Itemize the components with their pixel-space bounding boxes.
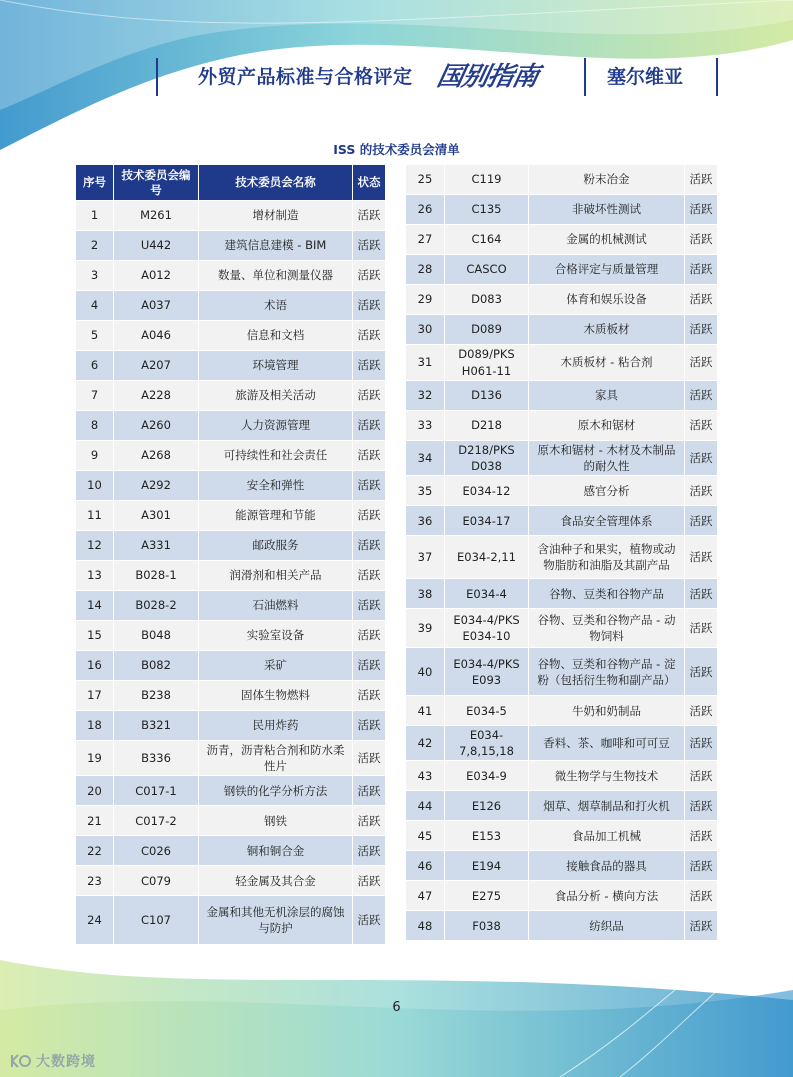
table-row xyxy=(76,681,385,710)
table-row xyxy=(406,476,717,505)
committee-name: 合格评定与质量管理 xyxy=(529,255,684,284)
committee-code: B048 xyxy=(114,621,198,650)
committee-status: 活跃 xyxy=(685,761,717,790)
committee-status: 活跃 xyxy=(353,381,385,410)
committee-status: 活跃 xyxy=(353,231,385,260)
committee-status: 活跃 xyxy=(353,866,385,895)
committee-name: 非破坏性测试 xyxy=(529,195,684,224)
table-row xyxy=(406,381,717,410)
committee-status: 活跃 xyxy=(685,315,717,344)
committee-code: B336 xyxy=(114,741,198,775)
committee-code: E034-4/PKS E034-10 xyxy=(445,609,528,647)
committee-status: 活跃 xyxy=(685,411,717,440)
row-index: 23 xyxy=(76,866,113,895)
watermark-text: 大数跨境 xyxy=(36,1054,96,1070)
table-row xyxy=(76,561,385,590)
committee-code: B028-2 xyxy=(114,591,198,620)
committee-code: CASCO xyxy=(445,255,528,284)
row-index: 6 xyxy=(76,351,113,380)
committee-name: 纺织品 xyxy=(529,911,684,940)
committee-status: 活跃 xyxy=(685,506,717,535)
row-index: 35 xyxy=(406,476,444,505)
committee-code: A268 xyxy=(114,441,198,470)
committee-code: A207 xyxy=(114,351,198,380)
row-index: 19 xyxy=(76,741,113,775)
committee-status: 活跃 xyxy=(685,165,717,194)
committee-code: E034-5 xyxy=(445,696,528,725)
committee-status: 活跃 xyxy=(353,531,385,560)
committee-code: E034-7,8,15,18 xyxy=(445,726,528,760)
row-index: 37 xyxy=(406,536,444,578)
table-row xyxy=(76,201,385,230)
table-row xyxy=(76,836,385,865)
table-row xyxy=(406,315,717,344)
committee-status: 活跃 xyxy=(353,806,385,835)
row-index: 29 xyxy=(406,285,444,314)
committee-name: 牛奶和奶制品 xyxy=(529,696,684,725)
committee-name: 邮政服务 xyxy=(199,531,352,560)
committee-code: A012 xyxy=(114,261,198,290)
table-row xyxy=(406,579,717,608)
committee-status: 活跃 xyxy=(685,225,717,254)
committee-name: 感官分析 xyxy=(529,476,684,505)
committee-code: C164 xyxy=(445,225,528,254)
committee-name: 接触食品的器具 xyxy=(529,851,684,880)
committee-status: 活跃 xyxy=(685,881,717,910)
committee-code: F038 xyxy=(445,911,528,940)
guide-title: 外贸产品标准与合格评定 xyxy=(198,66,413,88)
table-row xyxy=(406,851,717,880)
committee-status: 活跃 xyxy=(353,651,385,680)
committee-status: 活跃 xyxy=(353,351,385,380)
committee-code: M261 xyxy=(114,201,198,230)
committee-name: 家具 xyxy=(529,381,684,410)
table-row xyxy=(76,651,385,680)
table-row xyxy=(406,821,717,850)
table-row xyxy=(406,345,717,380)
committee-code: A037 xyxy=(114,291,198,320)
row-index: 15 xyxy=(76,621,113,650)
table-row xyxy=(406,411,717,440)
table-row xyxy=(406,165,717,194)
committee-status: 活跃 xyxy=(685,536,717,578)
committee-name: 实验室设备 xyxy=(199,621,352,650)
committee-name: 数量、单位和测量仪器 xyxy=(199,261,352,290)
committee-status: 活跃 xyxy=(685,791,717,820)
row-index: 33 xyxy=(406,411,444,440)
row-index: 27 xyxy=(406,225,444,254)
list-title: ISS 的技术委员会清单 xyxy=(333,142,460,157)
row-index: 43 xyxy=(406,761,444,790)
committee-status: 活跃 xyxy=(353,201,385,230)
committee-code: E034-4 xyxy=(445,579,528,608)
row-index: 16 xyxy=(76,651,113,680)
table-row xyxy=(76,806,385,835)
table-row xyxy=(76,591,385,620)
committee-status: 活跃 xyxy=(685,821,717,850)
row-index: 26 xyxy=(406,195,444,224)
row-index: 45 xyxy=(406,821,444,850)
committee-code: A301 xyxy=(114,501,198,530)
committee-status: 活跃 xyxy=(685,255,717,284)
committee-name: 能源管理和节能 xyxy=(199,501,352,530)
committee-status: 活跃 xyxy=(353,471,385,500)
committee-code: B082 xyxy=(114,651,198,680)
committee-code: D218 xyxy=(445,411,528,440)
committee-name: 安全和弹性 xyxy=(199,471,352,500)
table-row xyxy=(406,506,717,535)
committee-name: 木质板材 - 粘合剂 xyxy=(529,345,684,380)
committee-name: 烟草、烟草制品和打火机 xyxy=(529,791,684,820)
row-index: 10 xyxy=(76,471,113,500)
committee-name: 原木和锯材 xyxy=(529,411,684,440)
committee-status: 活跃 xyxy=(685,648,717,695)
committee-status: 活跃 xyxy=(685,381,717,410)
table-row xyxy=(76,231,385,260)
committee-code: A331 xyxy=(114,531,198,560)
committee-name: 沥青，沥青粘合剂和防水柔性片 xyxy=(199,741,352,775)
row-index: 17 xyxy=(76,681,113,710)
committee-code: C017-2 xyxy=(114,806,198,835)
committee-code: C079 xyxy=(114,866,198,895)
committee-status: 活跃 xyxy=(353,261,385,290)
table-row xyxy=(406,791,717,820)
table-row xyxy=(76,261,385,290)
committee-name: 轻金属及其合金 xyxy=(199,866,352,895)
committee-status: 活跃 xyxy=(353,561,385,590)
committee-code: A260 xyxy=(114,411,198,440)
committee-status: 活跃 xyxy=(353,896,385,944)
committee-name: 建筑信息建模 - BIM xyxy=(199,231,352,260)
row-index: 24 xyxy=(76,896,113,944)
committee-name: 谷物、豆类和谷物产品 xyxy=(529,579,684,608)
table-row xyxy=(406,648,717,695)
committee-code: U442 xyxy=(114,231,198,260)
committee-name: 采矿 xyxy=(199,651,352,680)
committee-status: 活跃 xyxy=(353,441,385,470)
row-index: 42 xyxy=(406,726,444,760)
committee-status: 活跃 xyxy=(685,345,717,380)
row-index: 38 xyxy=(406,579,444,608)
row-index: 20 xyxy=(76,776,113,805)
committee-code: D083 xyxy=(445,285,528,314)
table-row xyxy=(406,255,717,284)
row-index: 18 xyxy=(76,711,113,740)
committee-status: 活跃 xyxy=(685,579,717,608)
committee-status: 活跃 xyxy=(685,195,717,224)
committee-code: C135 xyxy=(445,195,528,224)
header-divider xyxy=(584,58,586,96)
table-row xyxy=(406,285,717,314)
committee-code: E153 xyxy=(445,821,528,850)
committee-status: 活跃 xyxy=(353,711,385,740)
committee-status: 活跃 xyxy=(353,776,385,805)
row-index: 28 xyxy=(406,255,444,284)
header-divider xyxy=(716,58,718,96)
committee-status: 活跃 xyxy=(353,681,385,710)
committee-status: 活跃 xyxy=(685,285,717,314)
committee-name: 粉末冶金 xyxy=(529,165,684,194)
table-row xyxy=(76,471,385,500)
row-index: 13 xyxy=(76,561,113,590)
header-code: 技术委员会编号 xyxy=(114,165,198,200)
row-index: 46 xyxy=(406,851,444,880)
committee-status: 活跃 xyxy=(353,591,385,620)
committee-name: 金属和其他无机涂层的腐蚀与防护 xyxy=(199,896,352,944)
table-row xyxy=(76,741,385,775)
row-index: 21 xyxy=(76,806,113,835)
committee-status: 活跃 xyxy=(353,411,385,440)
committee-name: 金属的机械测试 xyxy=(529,225,684,254)
committee-name: 木质板材 xyxy=(529,315,684,344)
row-index: 36 xyxy=(406,506,444,535)
committee-table-right xyxy=(405,164,718,941)
committee-name: 环境管理 xyxy=(199,351,352,380)
table-row xyxy=(406,696,717,725)
table-row xyxy=(76,291,385,320)
table-row xyxy=(406,225,717,254)
committee-code: D089/PKS H061-11 xyxy=(445,345,528,380)
table-row xyxy=(406,441,717,475)
committee-status: 活跃 xyxy=(685,476,717,505)
table-row xyxy=(406,536,717,578)
table-row xyxy=(76,441,385,470)
committee-code: C017-1 xyxy=(114,776,198,805)
committee-status: 活跃 xyxy=(685,911,717,940)
committee-status: 活跃 xyxy=(353,741,385,775)
row-index: 8 xyxy=(76,411,113,440)
committee-status: 活跃 xyxy=(353,321,385,350)
row-index: 31 xyxy=(406,345,444,380)
header-status: 状态 xyxy=(353,165,385,200)
committee-table-left xyxy=(75,164,386,945)
committee-status: 活跃 xyxy=(353,621,385,650)
committee-name: 香料、茶、咖啡和可可豆 xyxy=(529,726,684,760)
table-row xyxy=(76,531,385,560)
table-row xyxy=(76,351,385,380)
committee-code: A292 xyxy=(114,471,198,500)
committee-code: E034-4/PKS E093 xyxy=(445,648,528,695)
table-row xyxy=(76,711,385,740)
committee-name: 可持续性和社会责任 xyxy=(199,441,352,470)
row-index: 1 xyxy=(76,201,113,230)
committee-name: 含油种子和果实，植物或动物脂肪和油脂及其副产品 xyxy=(529,536,684,578)
row-index: 25 xyxy=(406,165,444,194)
committee-code: B028-1 xyxy=(114,561,198,590)
committee-name: 增材制造 xyxy=(199,201,352,230)
row-index: 5 xyxy=(76,321,113,350)
row-index: 41 xyxy=(406,696,444,725)
row-index: 40 xyxy=(406,648,444,695)
watermark xyxy=(10,1050,96,1072)
row-index: 34 xyxy=(406,441,444,475)
committee-code: E126 xyxy=(445,791,528,820)
committee-code: C107 xyxy=(114,896,198,944)
committee-code: A228 xyxy=(114,381,198,410)
table-row xyxy=(406,761,717,790)
table-row xyxy=(76,776,385,805)
committee-status: 活跃 xyxy=(685,726,717,760)
table-row xyxy=(76,321,385,350)
committee-code: D218/PKS D038 xyxy=(445,441,528,475)
table-row xyxy=(76,896,385,944)
committee-code: A046 xyxy=(114,321,198,350)
committee-name: 信息和文档 xyxy=(199,321,352,350)
committee-name: 微生物学与生物技术 xyxy=(529,761,684,790)
table-row xyxy=(406,195,717,224)
row-index: 22 xyxy=(76,836,113,865)
committee-code: D136 xyxy=(445,381,528,410)
committee-status: 活跃 xyxy=(353,836,385,865)
committee-name: 食品加工机械 xyxy=(529,821,684,850)
document-header xyxy=(0,58,793,98)
row-index: 2 xyxy=(76,231,113,260)
committee-name: 谷物、豆类和谷物产品 - 动物饲料 xyxy=(529,609,684,647)
committee-name: 固体生物燃料 xyxy=(199,681,352,710)
committee-name: 民用炸药 xyxy=(199,711,352,740)
row-index: 11 xyxy=(76,501,113,530)
committee-code: E034-9 xyxy=(445,761,528,790)
committee-name: 旅游及相关活动 xyxy=(199,381,352,410)
committee-status: 活跃 xyxy=(685,851,717,880)
committee-code: E194 xyxy=(445,851,528,880)
committee-code: B238 xyxy=(114,681,198,710)
committee-code: E034-17 xyxy=(445,506,528,535)
row-index: 32 xyxy=(406,381,444,410)
committee-code: D089 xyxy=(445,315,528,344)
row-index: 48 xyxy=(406,911,444,940)
table-row xyxy=(406,911,717,940)
committee-name: 原木和锯材 - 木材及木制品的耐久性 xyxy=(529,441,684,475)
committee-code: E275 xyxy=(445,881,528,910)
committee-code: C026 xyxy=(114,836,198,865)
committee-code: C119 xyxy=(445,165,528,194)
table-row xyxy=(406,726,717,760)
committee-status: 活跃 xyxy=(353,291,385,320)
table-row xyxy=(76,501,385,530)
table-row xyxy=(406,609,717,647)
committee-name: 钢铁 xyxy=(199,806,352,835)
committee-name: 铜和铜合金 xyxy=(199,836,352,865)
table-row xyxy=(76,866,385,895)
committee-status: 活跃 xyxy=(685,609,717,647)
committee-name: 钢铁的化学分析方法 xyxy=(199,776,352,805)
committee-name: 体育和娱乐设备 xyxy=(529,285,684,314)
committee-name: 人力资源管理 xyxy=(199,411,352,440)
committee-status: 活跃 xyxy=(685,696,717,725)
row-index: 4 xyxy=(76,291,113,320)
watermark-logo-icon xyxy=(10,1052,32,1070)
committee-code: E034-12 xyxy=(445,476,528,505)
guide-title-script: 国别指南 xyxy=(434,62,541,92)
header-index: 序号 xyxy=(76,165,113,200)
page-number: 6 xyxy=(392,1000,401,1015)
committee-status: 活跃 xyxy=(353,501,385,530)
committee-name: 石油燃料 xyxy=(199,591,352,620)
committee-name: 谷物、豆类和谷物产品 - 淀粉（包括衍生物和副产品） xyxy=(529,648,684,695)
row-index: 44 xyxy=(406,791,444,820)
table-row xyxy=(76,411,385,440)
row-index: 30 xyxy=(406,315,444,344)
committee-code: B321 xyxy=(114,711,198,740)
committee-name: 润滑剂和相关产品 xyxy=(199,561,352,590)
table-row xyxy=(406,881,717,910)
row-index: 47 xyxy=(406,881,444,910)
header-name: 技术委员会名称 xyxy=(199,165,352,200)
committee-name: 术语 xyxy=(199,291,352,320)
header-divider xyxy=(156,58,158,96)
country-title: 塞尔维亚 xyxy=(607,66,684,88)
committee-name: 食品分析 - 横向方法 xyxy=(529,881,684,910)
row-index: 14 xyxy=(76,591,113,620)
row-index: 12 xyxy=(76,531,113,560)
committee-code: E034-2,11 xyxy=(445,536,528,578)
committee-status: 活跃 xyxy=(685,441,717,475)
committee-name: 食品安全管理体系 xyxy=(529,506,684,535)
row-index: 7 xyxy=(76,381,113,410)
row-index: 3 xyxy=(76,261,113,290)
table-row xyxy=(76,621,385,650)
row-index: 9 xyxy=(76,441,113,470)
table-row xyxy=(76,381,385,410)
row-index: 39 xyxy=(406,609,444,647)
